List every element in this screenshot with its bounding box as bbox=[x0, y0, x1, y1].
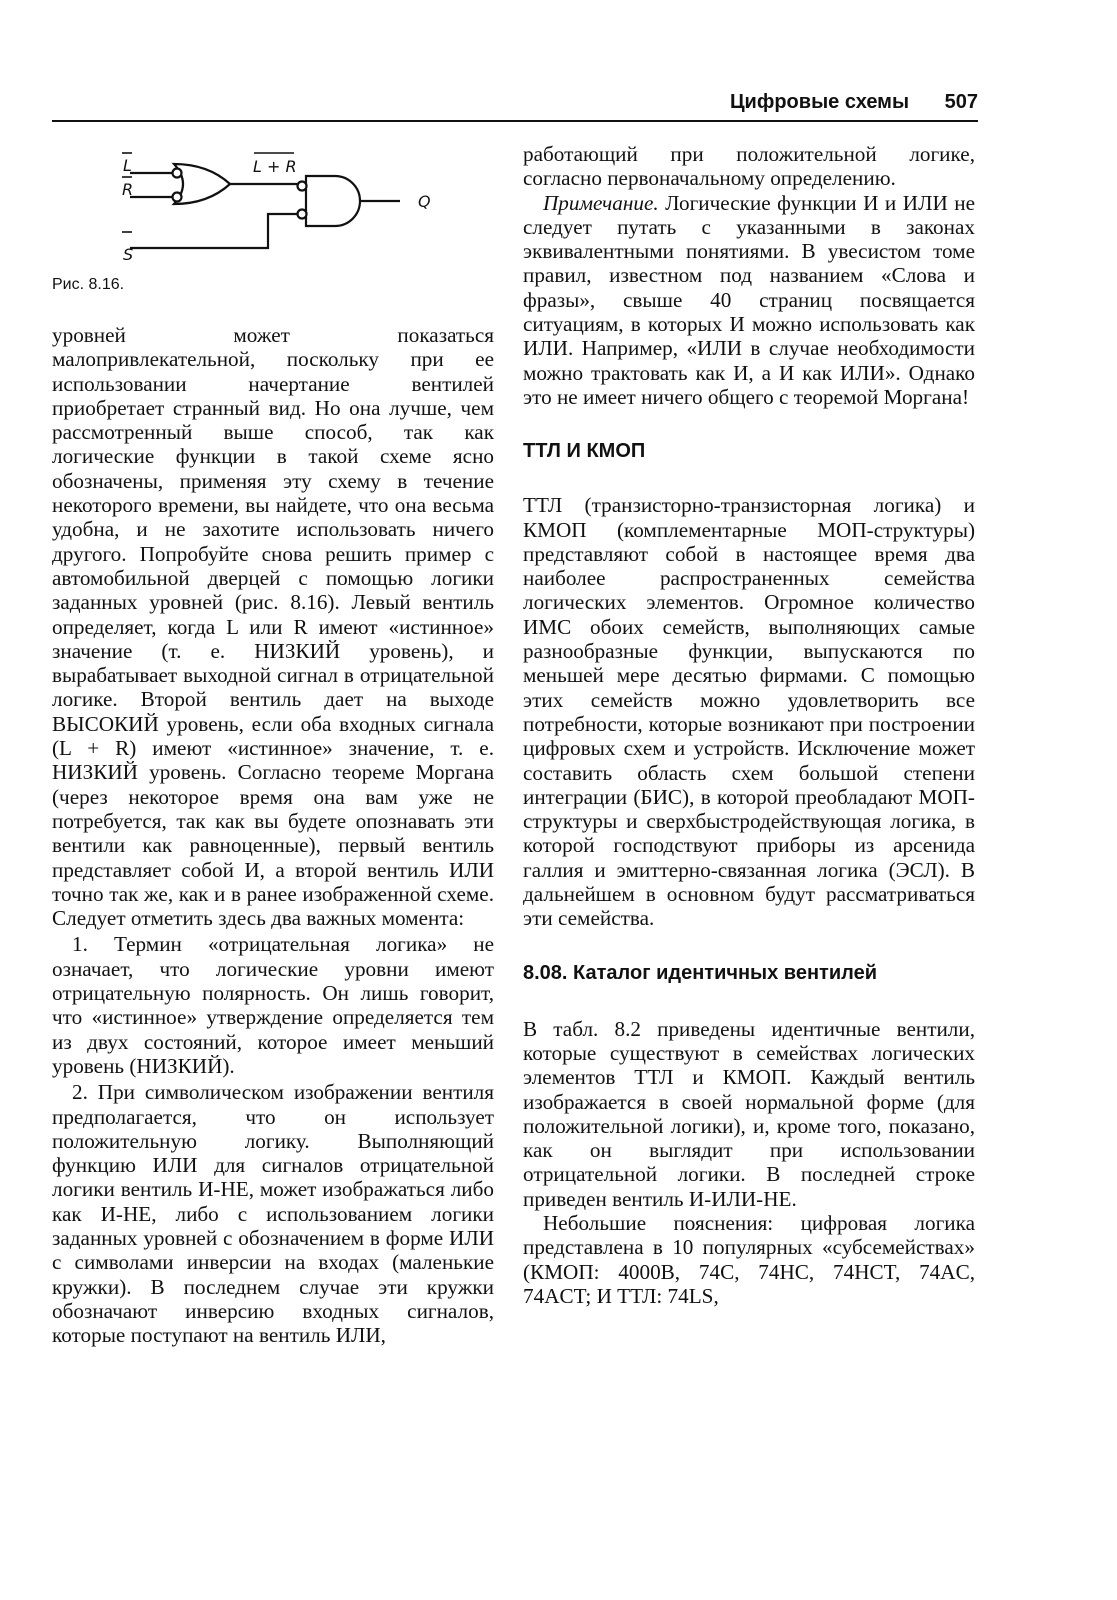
section-heading-ttl-cmos: ТТЛ И КМОП bbox=[523, 440, 646, 463]
label-q: Q bbox=[418, 192, 431, 211]
input-bubble-r bbox=[173, 193, 182, 202]
right-column bbox=[523, 142, 975, 1308]
label-s: S bbox=[123, 245, 134, 264]
body-paragraph: работающий при положительной логике, согласно первоначальному определению. bbox=[523, 142, 975, 191]
note-text: Логические функции И и ИЛИ не следует путать с указанными в законах эквивалентными понятиями. В увесистом томе правил, известном под названием «Слова и фразы», свыше 40 страниц посвящается ситуациям, в которых И можно использовать как ИЛИ. Например, «ИЛИ в случае необходимости можно трактовать как И, а И как ИЛИ». Однако это не имеет ничего общего с теоремой Моргана! bbox=[523, 190, 975, 409]
body-paragraph: ТТЛ (транзисторно-транзисторная логика) и КМОП (комплементарные МОП-структуры) представляют собой в настоящее время два наиболее распространенных семейства логических элементов. Огромное количество ИМС обоих семейств, выполняющих самые разнообразные функции, выпускаются по меньшей мере десятью фирмами. С помощью этих семейств можно удовлетворить все потребности, которые возникают при построении цифровых схем и устройств. Исключение может составить область схем большой степени интеграции (БИС), в которой преобладают МОП-структуры и сверхбыстродействующая логика, в которой господствуют приборы из арсенида галлия и эмиттерно-связанная логика (ЭСЛ). В дальнейшем в основном будут рассматриваться эти семейства. bbox=[523, 493, 975, 931]
label-sum: L + R bbox=[253, 157, 297, 176]
input-bubble-sum bbox=[298, 182, 307, 191]
label-r: R bbox=[122, 180, 134, 199]
body-paragraph: Небольшие пояснения: цифровая логика представлена в 10 популярных «субсемействах» (КМОП: 4000B, 74C, 74HC, 74HCT, 74AC, 74ACT; И ТТЛ: 74LS, bbox=[523, 1210, 975, 1308]
body-paragraph: В табл. 8.2 приведены идентичные вентили, которые существуют в семействах логических элементов ТТЛ и КМОП. Каждый вентиль изображается в своей нормальной форме (для положительной логики), и, кроме того, показано, как он выглядит при использовании отрицательной логики. В последней строке приведен вентиль И-ИЛИ-НЕ. bbox=[523, 1016, 975, 1211]
logic-circuit-diagram bbox=[110, 140, 450, 275]
wire-s bbox=[130, 214, 297, 248]
list-item-1: 1. Термин «отрицательная логика» не означает, что логические уровни имеют отрицательную полярность. Он лишь говорит, что «истинное» утверждение определяется тем из двух состояний, которое имеет меньший уровень (НИЗКИЙ). bbox=[52, 932, 494, 1078]
body-paragraph: уровней может показаться малопривлекательной, поскольку при ее использовании начертание вентилей приобретает странный вид. Но она лучше, чем рассмотренный выше способ, так как логические функции в такой схеме ясно обозначены, применяя эту схему в течение некоторого времени, вы найдете, что она весьма удобна, и не захотите использовать ничего другого. Попробуйте снова решить пример с автомобильной дверцей с помощью логики заданных уровней (рис. 8.16). Левый вентиль определяет, когда L или R имеют «истинное» значение (т. е. НИЗКИЙ уровень), и вырабатывает выходной сигнал в отрицательной логике. Второй вентиль дает на выходе ВЫСОКИЙ уровень, если оба входных сигнала (L + R) имеют «истинное» значение, т. е. НИЗКИЙ уровень. Согласно теореме Моргана (через некоторое время она вам уже не потребуется, так как вы будете опознавать эти вентили как равноценные), первый вентиль представляет собой И, а второй вентиль ИЛИ точно так же, как и в ранее изображенной схеме. Следует отметить здесь два важных момента: bbox=[52, 323, 494, 931]
page-header bbox=[52, 91, 978, 114]
running-head: Цифровые схемы bbox=[729, 91, 910, 113]
page-number: 507 bbox=[944, 91, 978, 113]
note-paragraph bbox=[523, 191, 975, 410]
left-column bbox=[52, 323, 494, 1347]
input-bubble-l bbox=[173, 169, 182, 178]
list-item-2: 2. При символическом изображении вентиля предполагается, что он использует положительную логику. Выполняющий функцию ИЛИ для сигналов отрицательной логики вентиль И-НЕ, может изображаться либо как И-НЕ, либо с использованием логики заданных уровней с обозначением в форме ИЛИ с символами инверсии на входах (маленькие кружки). В последнем случае эти кружки обозначают инверсию входных сигналов, которые поступают на вентиль ИЛИ, bbox=[52, 1080, 494, 1348]
section-heading-gate-catalog: 8.08. Каталог идентичных вентилей bbox=[523, 961, 877, 984]
input-bubble-s bbox=[298, 210, 307, 219]
label-l: L bbox=[123, 156, 132, 175]
figure-caption: Рис. 8.16. bbox=[52, 276, 125, 293]
and-gate-right bbox=[306, 176, 360, 226]
note-label: Примечание. bbox=[543, 190, 659, 215]
header-rule bbox=[52, 120, 978, 122]
